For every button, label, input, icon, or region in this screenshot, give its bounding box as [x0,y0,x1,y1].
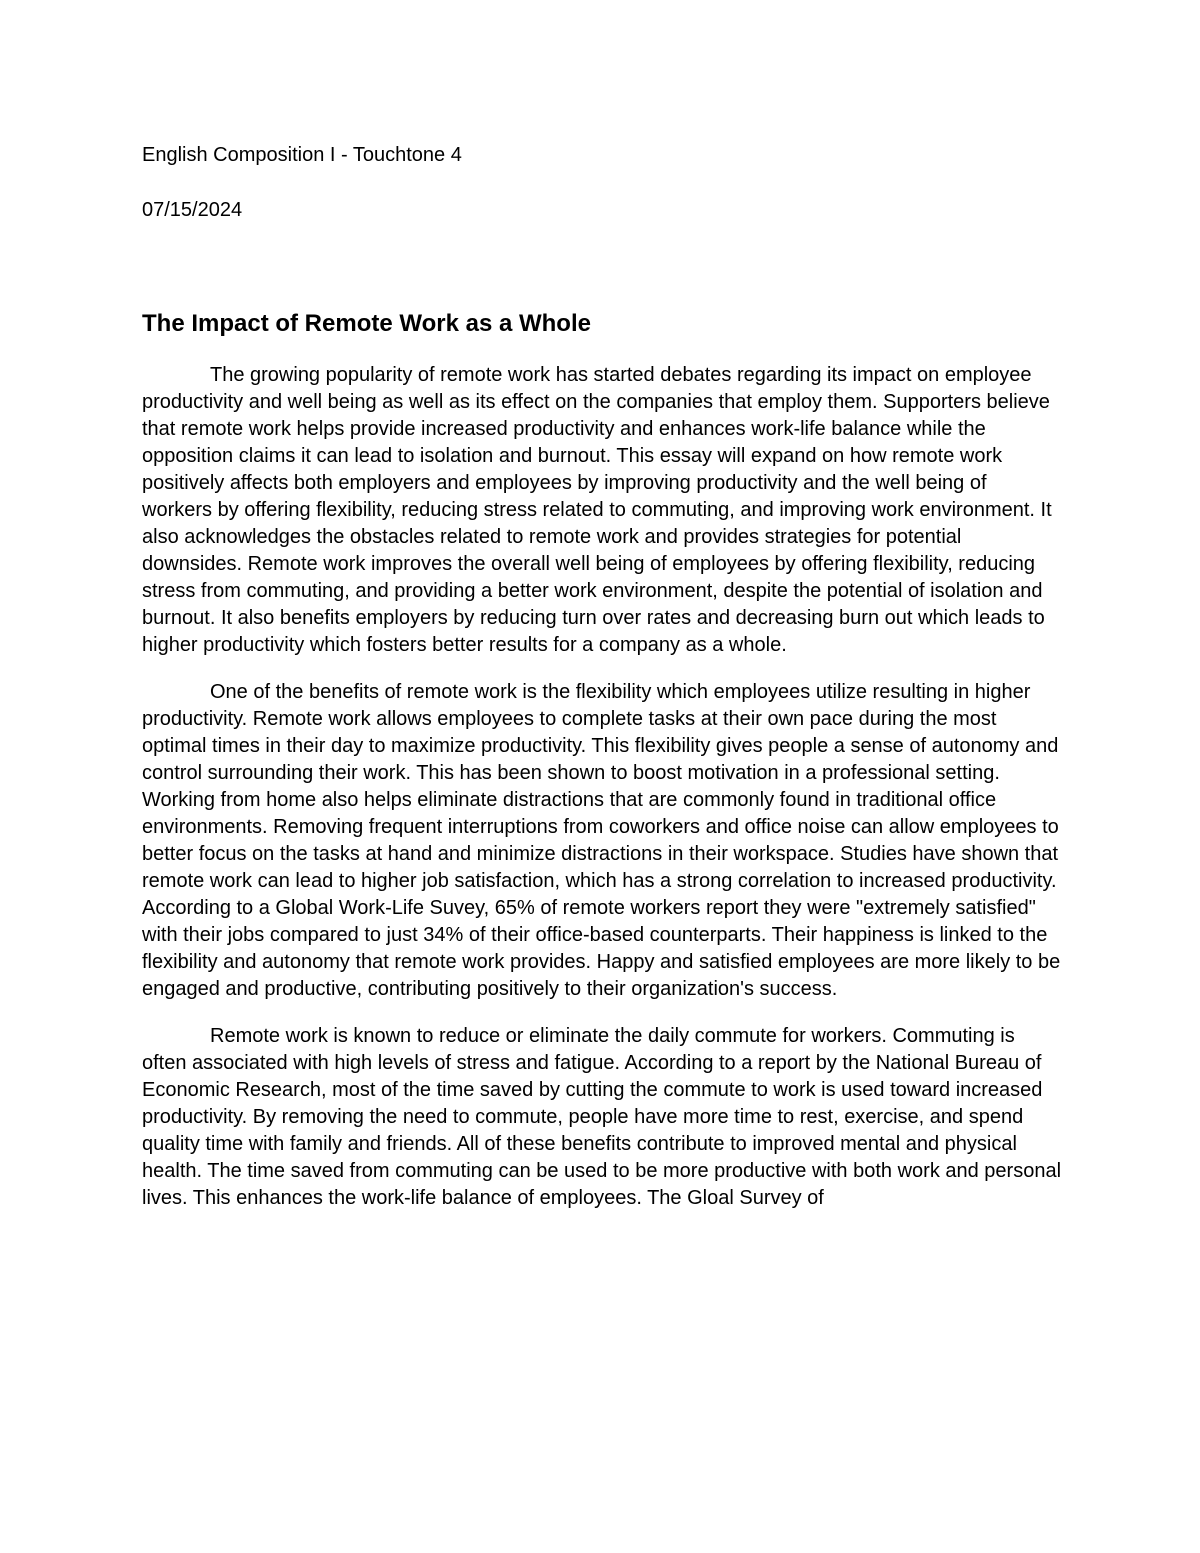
course-name: English Composition I - Touchtone 4 [142,144,462,166]
paragraph-commute: Remote work is known to reduce or eliminate the daily commute for workers. Commuting is often associated with high levels of stress and fatigue. According to a report by the National Bureau of Economic Research, most of the time saved by cutting the commute to work is used toward increased productivity. By removing the need to commute, people have more time to rest, exercise, and spend quality time with family and friends. All of these benefits contribute to improved mental and physical health. The time saved from commuting can be used to be more productive with both work and personal lives. This enhances the work-life balance of employees. The Gloal Survey of [142,1025,1062,1209]
paragraph-introduction: The growing popularity of remote work has started debates regarding its impact on employee productivity and well being as well as its effect on the companies that employ them. Supporters believe that remote work helps provide increased productivity and enhances work-life balance while the opposition claims it can lead to isolation and burnout. This essay will expand on how remote work positively affects both employers and employees by improving productivity and the well being of workers by offering flexibility, reducing stress related to commuting, and improving work environment. It also acknowledges the obstacles related to remote work and provides strategies for potential downsides. Remote work improves the overall well being of employees by offering flexibility, reducing stress from commuting, and providing a better work environment, despite the potential of isolation and burnout. It also benefits employers by reducing turn over rates and decreasing burn out which leads to higher productivity which fosters better results for a company as a whole. [142,364,1052,656]
paragraph-flexibility: One of the benefits of remote work is the flexibility which employees utilize resulting in higher productivity. Remote work allows employees to complete tasks at their own pace during the most optimal times in their day to maximize productivity. This flexibility gives people a sense of autonomy and control surrounding their work. This has been shown to boost motivation in a professional setting. Working from home also helps eliminate distractions that are commonly found in traditional office environments. Removing frequent interruptions from coworkers and office noise can allow employees to better focus on the tasks at hand and minimize distractions in their workspace. Studies have shown that remote work can lead to higher job satisfaction, which has a strong correlation to increased productivity. According to a Global Work-Life Suvey, 65% of remote workers report they were "extremely satisfied" with their jobs compared to just 34% of their office-based counterparts. Their happiness is linked to the flexibility and autonomy that remote work provides. Happy and satisfied employees are more likely to be engaged and productive, contributing positively to their organization's success. [142,681,1061,1000]
document-date: 07/15/2024 [142,199,243,221]
essay-title: The Impact of Remote Work as a Whole [142,310,591,337]
document-body [142,142,1062,1232]
